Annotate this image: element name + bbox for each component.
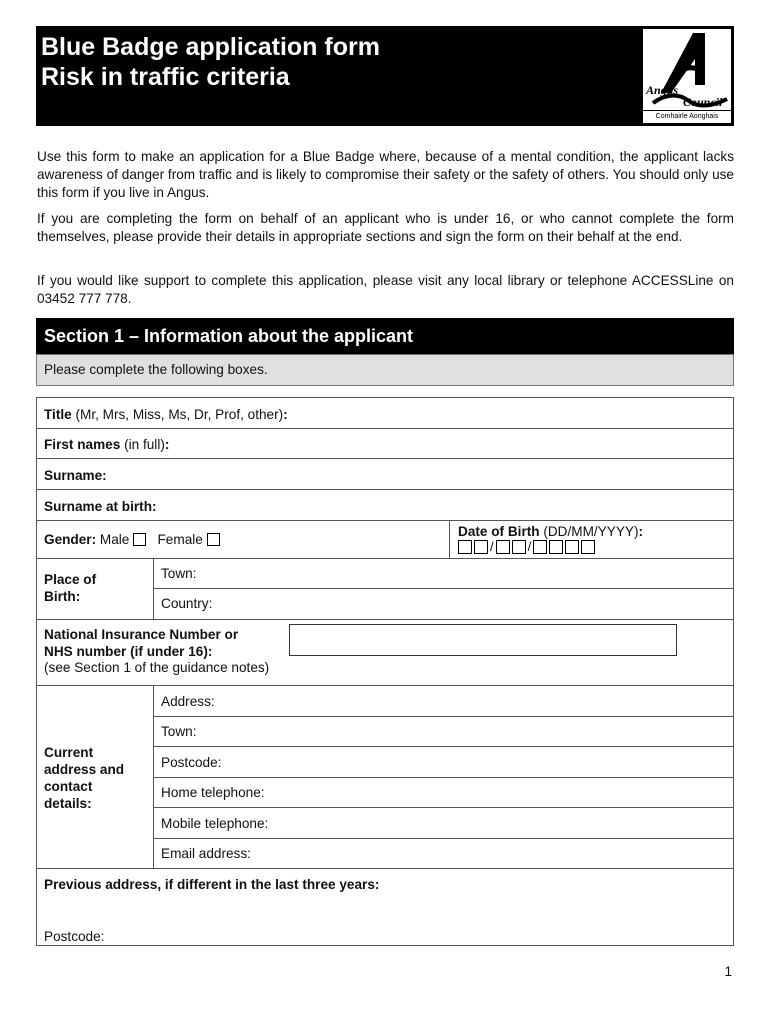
row-divider — [153, 838, 733, 839]
place-of-birth-label-2: Birth: — [44, 589, 81, 604]
first-names-label: First names — [44, 437, 121, 452]
applicant-info-form — [36, 397, 734, 946]
dob-year-digit-4[interactable] — [581, 540, 595, 554]
current-address-label-1: Current — [44, 745, 94, 760]
form-title-line1: Blue Badge application form — [41, 33, 380, 61]
dob-month-digit-2[interactable] — [512, 540, 526, 554]
previous-address-field[interactable]: Previous address, if different in the last three years: — [44, 877, 380, 892]
column-divider — [153, 685, 154, 868]
form-subtitle-line2: Risk in traffic criteria — [41, 63, 290, 91]
home-telephone-field[interactable]: Home telephone: — [161, 785, 265, 800]
surname-field[interactable]: Surname: — [44, 468, 107, 483]
ni-guidance-note: (see Section 1 of the guidance notes) — [44, 660, 270, 675]
row-divider — [153, 716, 733, 717]
title-field[interactable] — [44, 406, 288, 423]
gender-female-label: Female — [157, 532, 207, 547]
dob-separator: / — [527, 539, 532, 555]
logo-text-angus: Angus — [646, 83, 679, 97]
current-address-label-3: contact — [44, 779, 93, 794]
dob-boxes — [458, 539, 597, 555]
place-of-birth-label-1: Place of — [44, 572, 97, 587]
logo-text-gaelic: Comhairle Aonghais — [643, 110, 731, 123]
birth-country-field[interactable]: Country: — [161, 596, 213, 611]
female-checkbox[interactable] — [207, 533, 220, 546]
dob-day-digit-1[interactable] — [458, 540, 472, 554]
dob-separator: / — [490, 539, 494, 555]
male-checkbox[interactable] — [133, 533, 146, 546]
section-1-subtitle: Please complete the following boxes. — [44, 362, 268, 377]
page-number: 1 — [724, 964, 732, 979]
first-names-field[interactable] — [44, 436, 169, 453]
dob-hint: (DD/MM/YYYY) — [539, 524, 639, 539]
dob-year-digit-2[interactable] — [549, 540, 563, 554]
gender-label: Gender: — [44, 532, 97, 547]
mobile-telephone-field[interactable]: Mobile telephone: — [161, 816, 269, 831]
dob-year-digit-1[interactable] — [533, 540, 547, 554]
first-names-hint: (in full) — [120, 437, 165, 452]
row-divider — [37, 489, 733, 490]
row-divider — [153, 588, 733, 589]
row-divider — [37, 458, 733, 459]
row-divider — [37, 685, 733, 686]
header-banner — [36, 26, 734, 126]
postcode-field[interactable]: Postcode: — [161, 755, 222, 770]
angus-council-logo — [642, 28, 732, 124]
column-divider — [449, 520, 450, 558]
previous-postcode-field[interactable]: Postcode: — [44, 929, 105, 944]
row-divider — [37, 558, 733, 559]
row-divider — [153, 777, 733, 778]
logo-text-council: Council — [683, 95, 723, 109]
dob-colon: : — [638, 524, 644, 539]
row-divider — [153, 807, 733, 808]
column-divider — [153, 558, 154, 619]
section-1-title: Section 1 – Information about the applicant — [44, 326, 414, 346]
dob-day-digit-2[interactable] — [474, 540, 488, 554]
row-divider — [37, 619, 733, 620]
row-divider — [153, 746, 733, 747]
first-names-colon: : — [164, 437, 170, 452]
ni-label-2: NHS number (if under 16): — [44, 644, 213, 659]
current-address-label-4: details: — [44, 796, 92, 811]
address-town-field[interactable]: Town: — [161, 724, 197, 739]
birth-town-field[interactable]: Town: — [161, 566, 197, 581]
title-colon: : — [283, 407, 288, 422]
ni-number-input[interactable] — [289, 624, 677, 656]
intro-paragraph-3: If you would like support to complete this application, please visit any local library or telephone ACCESSLine on 03452 777 778. — [37, 273, 734, 306]
email-address-field[interactable]: Email address: — [161, 846, 251, 861]
dob-year-digit-3[interactable] — [565, 540, 579, 554]
dob-month-digit-1[interactable] — [496, 540, 510, 554]
section-1-instructions — [36, 354, 734, 386]
row-divider — [37, 868, 733, 869]
title-label: Title — [44, 407, 72, 422]
address-field[interactable]: Address: — [161, 694, 215, 709]
gender-field — [44, 531, 220, 548]
ni-label-1: National Insurance Number or — [44, 627, 239, 642]
dob-label: Date of Birth — [458, 524, 540, 539]
title-hint: (Mr, Mrs, Miss, Ms, Dr, Prof, other) — [71, 407, 284, 422]
current-address-label-2: address and — [44, 762, 125, 777]
surname-at-birth-field[interactable]: Surname at birth: — [44, 499, 157, 514]
dob-label-line — [458, 523, 643, 540]
row-divider — [37, 428, 733, 429]
section-1-header — [36, 318, 734, 354]
intro-paragraph-2: If you are completing the form on behalf of an applicant who is under 16, or who cannot complete the form themselves, please provide their details in appropriate sections and sign the form on their behalf at the end. — [37, 211, 734, 244]
intro-paragraph-1: Use this form to make an application for a Blue Badge where, because of a mental condition, the applicant lacks awareness of danger from traffic and is likely to compromise their safety or the safety of others. You should only use this form if you live in Angus. — [37, 149, 734, 200]
gender-male-label: Male — [96, 532, 134, 547]
row-divider — [37, 520, 733, 521]
